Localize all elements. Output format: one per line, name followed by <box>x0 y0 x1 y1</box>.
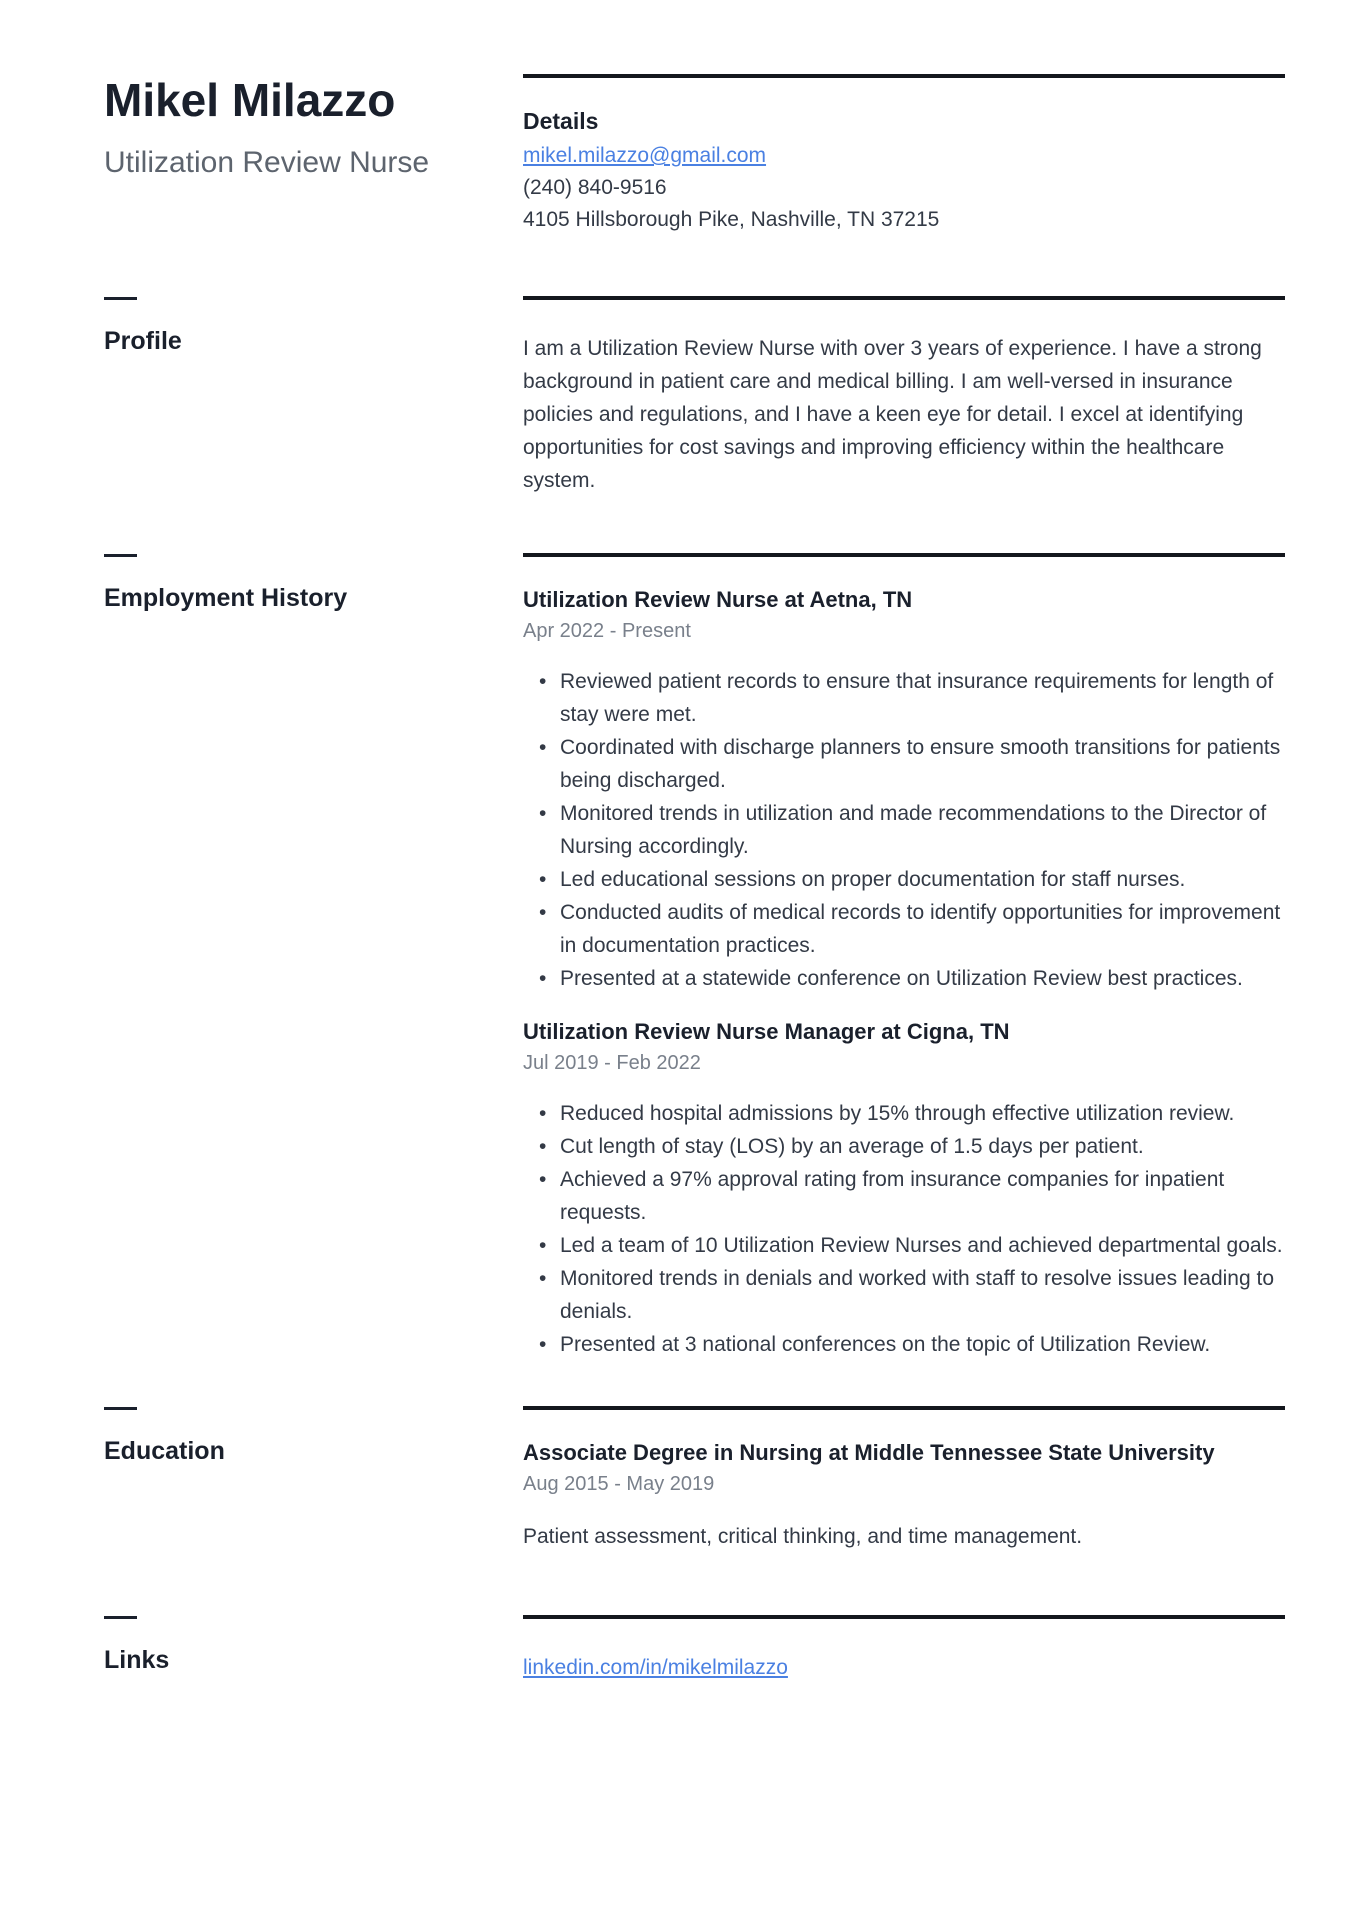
education-dates: Aug 2015 - May 2019 <box>523 1473 715 1495</box>
profile-summary: I am a Utilization Review Nurse with over 3 years of experience. I have a strong background in patient care and medical billing. I am well-versed in insurance policies and regulations, and I have a keen eye for detail. I excel at identifying opportunities for cost savings and improving efficiency within the healthcare system. <box>523 337 1262 492</box>
job-title: Utilization Review Nurse at Aetna, TN <box>523 587 913 612</box>
job-bullet: • Led a team of 10 Utilization Review Nurses and achieved departmental goals. <box>523 1229 1285 1262</box>
job-bullet: • Monitored trends in denials and worked with staff to resolve issues leading to denials. <box>523 1262 1285 1328</box>
section-rule <box>523 74 1285 78</box>
job-bullet: • Presented at 3 national conferences on the topic of Utilization Review. <box>523 1328 1285 1361</box>
links-left <box>104 1615 523 1675</box>
job-bullet: • Led educational sessions on proper documentation for staff nurses. <box>523 863 1285 896</box>
degree-title: Associate Degree in Nursing at Middle Tennessee State University <box>523 1440 1215 1465</box>
job-entry <box>523 587 1285 995</box>
profile-heading: Profile <box>104 327 182 355</box>
section-rule <box>523 553 1285 557</box>
section-dash <box>104 1407 137 1410</box>
education-entry <box>523 1440 1285 1553</box>
job-entry <box>523 1019 1285 1361</box>
section-rule <box>523 1406 1285 1410</box>
details-heading: Details <box>523 108 599 134</box>
candidate-name: Mikel Milazzo <box>104 74 396 126</box>
employment-block <box>523 553 1285 1361</box>
employment-heading: Employment History <box>104 584 348 612</box>
job-bullet: • Achieved a 97% approval rating from insurance companies for inpatient requests. <box>523 1163 1285 1229</box>
employment-section <box>104 553 1285 1361</box>
links-block <box>523 1615 1285 1684</box>
job-bullet: • Monitored trends in utilization and made recommendations to the Director of Nursing accordingly. <box>523 797 1285 863</box>
details-block <box>523 74 1285 236</box>
email-link[interactable]: mikel.milazzo@gmail.com <box>523 144 767 167</box>
profile-left <box>104 296 523 356</box>
job-bullet: • Coordinated with discharge planners to ensure smooth transitions for patients being discharged. <box>523 731 1285 797</box>
profile-section <box>104 296 1285 497</box>
job-bullet: • Reduced hospital admissions by 15% through effective utilization review. <box>523 1097 1285 1130</box>
candidate-job-title: Utilization Review Nurse <box>104 145 430 179</box>
section-dash <box>104 1616 137 1619</box>
links-heading: Links <box>104 1646 170 1674</box>
profile-block <box>523 296 1285 497</box>
job-title: Utilization Review Nurse Manager at Cigna, TN <box>523 1019 1010 1044</box>
section-rule <box>523 296 1285 300</box>
job-dates: Jul 2019 - Feb 2022 <box>523 1052 701 1074</box>
education-block <box>523 1406 1285 1553</box>
education-left <box>104 1406 523 1466</box>
education-section <box>104 1406 1285 1553</box>
employment-left <box>104 553 523 613</box>
education-description: Patient assessment, critical thinking, and time management. <box>523 1525 1083 1548</box>
phone-number: (240) 840-9516 <box>523 176 667 199</box>
job-bullet: • Reviewed patient records to ensure that insurance requirements for length of stay were met. <box>523 665 1285 731</box>
postal-address: 4105 Hillsborough Pike, Nashville, TN 37215 <box>523 208 940 231</box>
job-bullet: • Conducted audits of medical records to identify opportunities for improvement in documentation practices. <box>523 896 1285 962</box>
header-left <box>104 74 523 186</box>
links-list <box>523 1652 1285 1684</box>
section-dash <box>104 297 137 300</box>
linkedin-link[interactable]: linkedin.com/in/mikelmilazzo <box>523 1656 788 1679</box>
job-bullet-list <box>523 665 1285 995</box>
section-dash <box>104 554 137 557</box>
job-dates: Apr 2022 - Present <box>523 620 691 642</box>
links-section <box>104 1615 1285 1684</box>
job-bullet: • Presented at a statewide conference on Utilization Review best practices. <box>523 962 1285 995</box>
section-rule <box>523 1615 1285 1619</box>
header-section <box>104 74 1285 236</box>
job-bullet: • Cut length of stay (LOS) by an average of 1.5 days per patient. <box>523 1130 1285 1163</box>
education-heading: Education <box>104 1437 225 1465</box>
job-bullet-list <box>523 1097 1285 1361</box>
